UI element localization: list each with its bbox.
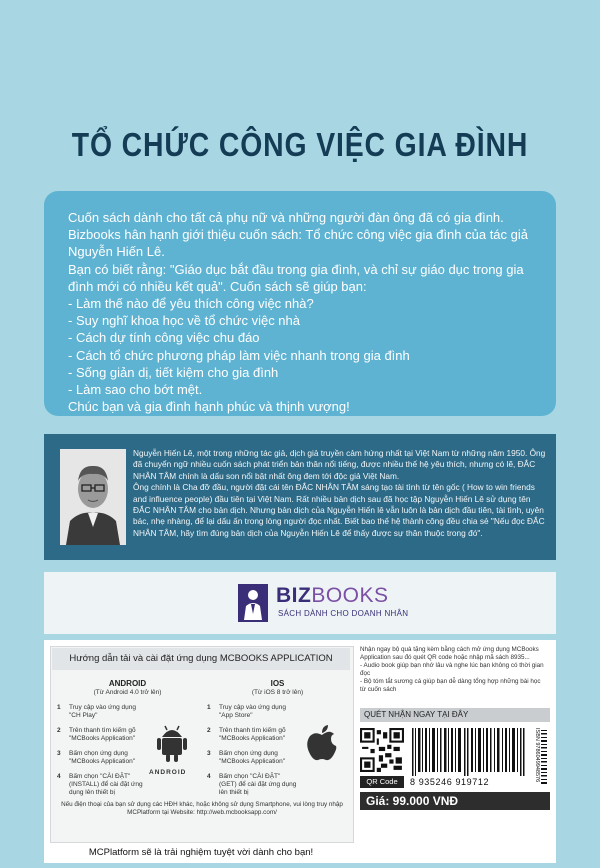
description-item: - Cách tổ chức phương pháp làm việc nhanh trong gia đình — [68, 347, 410, 363]
author-bio-paragraph: Ông chính là Cha đỡ đầu, người đặt cái tên ĐẮC NHÂN TÂM sáng tạo tài tình từ tên gốc ( How to win friends and influence people) đầu tiên tại Việt Nam. Rất nhiều bản dịch sau đã học tập Nguyễn Hiến Lê sử dụng tên ĐẮC NHÂN TÂM cho bản dịch. Nhưng bản dịch của Nguyễn Hiến lê vẫn luôn là bản dịch đầu tiên, tài tình, uyên bác, nhẹ nhàng, để lại dấu ấn trong lòng người đọc nhất. Biết bao thế hệ thành công đều chia sẻ "Nếu đọc ĐẮC NHÂN TÂM, hãy tìm đúng bản dịch của Nguyễn Hiến Lê để thấy được sự thân thuộc trong đó". — [133, 482, 545, 538]
description-line: Bizbooks hân hạnh giới thiệu cuốn sách: Tổ chức công việc gia đình của tác giả Nguyễn Hiến Lê. — [68, 227, 528, 260]
isbn-text-wrap — [532, 728, 541, 788]
description-box — [44, 191, 556, 416]
barcode — [410, 728, 528, 776]
android-step: 2 Trên thanh tìm kiếm gõ "MCBooks Application" — [57, 727, 136, 742]
publisher-name — [276, 584, 389, 608]
android-robot-icon — [155, 721, 189, 767]
android-step-text: Truy cập vào ứng dụng "CH Play" — [69, 704, 136, 719]
offer-bullet: - Audio book giúp bạn nhớ lâu và nghe lúc bạn không có thời gian đọc — [360, 662, 544, 677]
ios-step-text: Bấm chọn "CÀI ĐẶT" (GET) để cài đặt ứng dụng lên thiết bị — [219, 773, 297, 796]
apple-logo-icon — [305, 723, 339, 763]
book-title: TỔ CHỨC CÔNG VIỆC GIA ĐÌNH — [71, 126, 529, 163]
android-step-text: Bấm chọn "CÀI ĐẶT" (INSTALL) để cài đặt ứng dụng lên thiết bị — [69, 773, 143, 796]
android-step: 3 Bấm chọn ứng dụng "MCBooks Application" — [57, 750, 136, 765]
android-step-text: Bấm chọn ứng dụng "MCBooks Application" — [69, 750, 136, 765]
mcplatform-slogan: MCPlatform sẽ là trải nghiệm tuyệt vời dành cho bạn! — [88, 847, 314, 858]
ios-step: 3 Bấm chọn ứng dụng "MCBooks Application" — [207, 750, 286, 765]
ios-column — [205, 679, 350, 804]
ios-step-text: Truy cập vào ứng dụng "App Store" — [219, 704, 286, 719]
publisher-name-part: BIZ — [276, 584, 312, 607]
ios-step: 4 Bấm chọn "CÀI ĐẶT" (GET) để cài đặt ứng dụng lên thiết bị — [207, 773, 297, 796]
isbn-text: ISBN 9786049948576 — [534, 728, 540, 783]
app-guide-heading: Hướng dẫn tải và cài đặt ứng dụng MCBOOKS APPLICATION — [52, 648, 350, 670]
ios-subtitle: (Từ iOS 8 trở lên) — [251, 689, 304, 696]
android-step: 1 Truy cập vào ứng dụng "CH Play" — [57, 704, 136, 719]
ios-step-text: Trên thanh tìm kiếm gõ "MCBooks Application" — [219, 727, 286, 742]
publisher-tagline: SÁCH DÀNH CHO DOANH NHÂN — [278, 609, 409, 618]
description-item: - Làm sao cho bớt mệt. — [68, 382, 203, 398]
author-portrait-icon — [60, 449, 126, 545]
android-step: 4 Bấm chọn "CÀI ĐẶT" (INSTALL) để cài đặt ứng dụng lên thiết bị — [57, 773, 143, 796]
android-title: ANDROID — [108, 679, 147, 688]
ios-step: 1 Truy cập vào ứng dụng "App Store" — [207, 704, 286, 719]
description-closing: Chúc bạn và gia đình hạnh phúc và thịnh vượng! — [68, 399, 350, 415]
description-item: - Sống giản dị, tiết kiệm cho gia đình — [68, 364, 279, 380]
offer-text — [360, 646, 546, 694]
android-column — [55, 679, 200, 804]
gift-offer — [360, 646, 550, 858]
scan-label: QUÉT NHẬN NGAY TẠI ĐÂY — [360, 708, 550, 722]
ios-step-text: Bấm chọn ứng dụng "MCBooks Application" — [219, 750, 286, 765]
app-guide-note: Nếu điện thoại của bạn sử dụng các HĐH khác, hoặc không sử dụng Smartphone, vui lòng truy nhập MCPlatform tại Website: http://web.mcbooksapp.com/ — [61, 801, 343, 816]
android-step-text: Trên thanh tìm kiếm gõ "MCBooks Application" — [69, 727, 136, 742]
price-tag: Giá: 99.000 VNĐ — [360, 792, 550, 810]
description-item: - Làm thế nào để yêu thích công việc nhà? — [68, 296, 314, 312]
android-subtitle: (Từ Android 4.0 trở lên) — [93, 689, 162, 696]
barcode-number: 8 935246 919712 — [410, 777, 490, 787]
author-bio — [133, 448, 548, 539]
author-bio-paragraph: Nguyễn Hiến Lê, một trong những tác giả, dịch giả truyền cảm hứng nhất tại Việt Nam từ những năm 1950. Ông đã chuyển ngữ nhiều cuốn sách phát triển bản thân nổi tiếng, được nhiều thế hệ yêu thích, nhưng có lẽ, ĐẮC NHÂN TÂM chính là dấu son nổi bật nhất ông đem tới độc giả Việt Nam. — [133, 448, 546, 481]
app-guide-box — [44, 640, 556, 863]
isbn-barcode — [532, 728, 548, 788]
publisher-logo-band — [44, 572, 556, 634]
offer-bullet: - Bộ tóm tắt sương cá giúp bạn dễ dàng tổng hợp những bài học từ cuốn sách — [360, 678, 541, 693]
description-item: - Cách dự tính công việc chu đáo — [68, 330, 260, 346]
offer-intro: Nhận ngay bộ quà tặng kèm bằng cách mở ứng dụng MCBooks Application sau đó quét QR code hoặc nhập mã sách 8935... — [360, 646, 539, 661]
description-item: - Suy nghĩ khoa học về tổ chức việc nhà — [68, 313, 301, 329]
description-line: Bạn có biết rằng: "Giáo dục bắt đầu trong gia đình, và chỉ sự giáo dục trong gia đình mới có nhiều kết quả". Cuốn sách sẽ giúp bạn: — [68, 261, 524, 294]
android-wordmark: ANDROID — [149, 769, 187, 776]
author-photo — [60, 449, 126, 545]
ios-step: 2 Trên thanh tìm kiếm gõ "MCBooks Application" — [207, 727, 286, 742]
publisher-name-part: BOOKS — [311, 584, 389, 607]
bizbooks-logo-icon — [238, 584, 268, 622]
ios-title: IOS — [270, 679, 285, 688]
author-section — [44, 434, 556, 560]
description-line: Cuốn sách dành cho tất cả phụ nữ và những người đàn ông đã có gia đình. — [68, 210, 504, 225]
qr-code — [360, 728, 404, 772]
app-install-guide — [50, 646, 354, 843]
qr-code-label: QR Code — [360, 776, 404, 788]
